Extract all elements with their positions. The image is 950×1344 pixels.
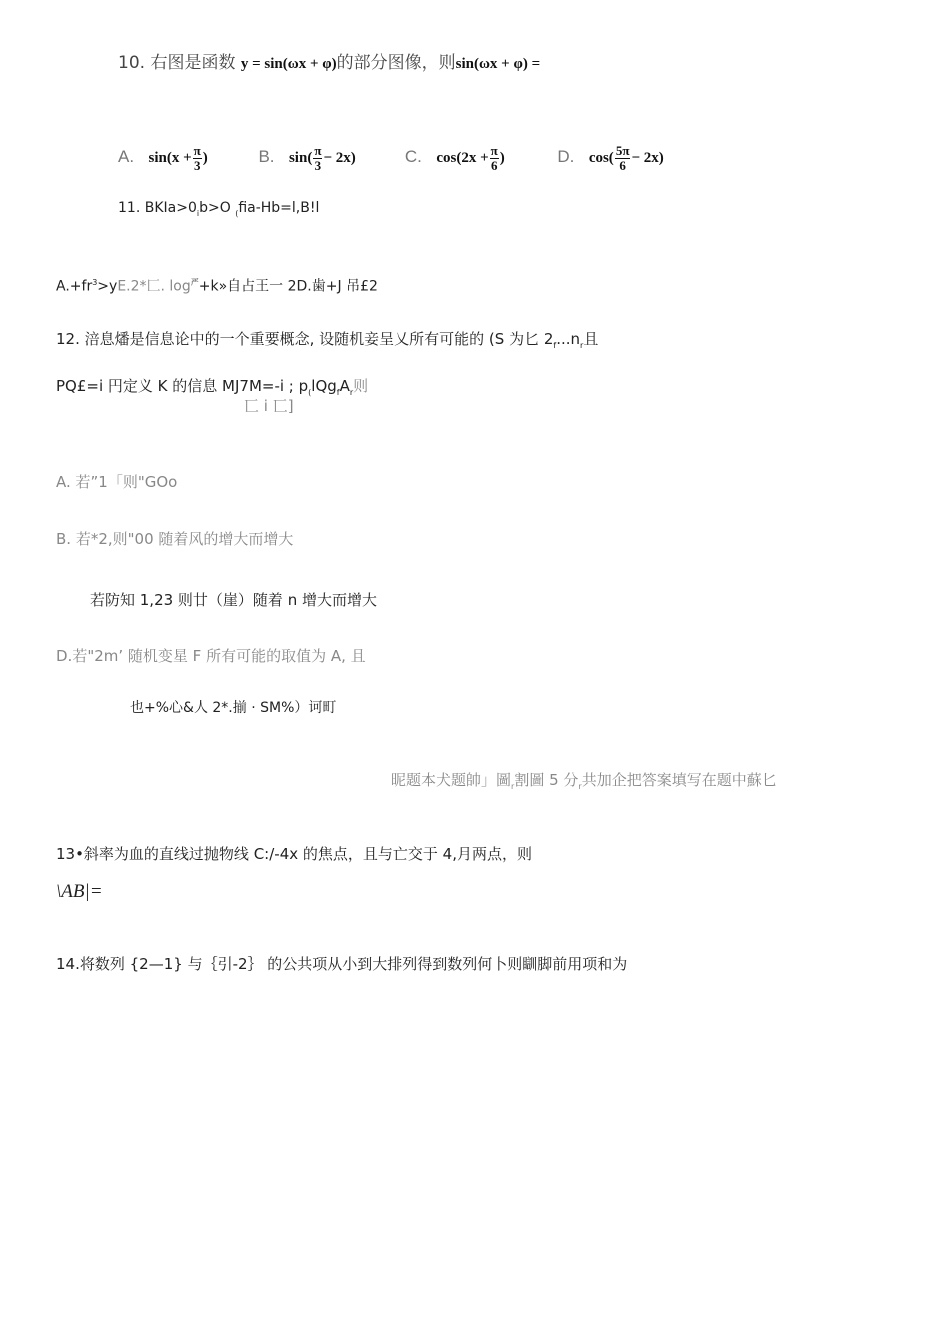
q10-option-b-fraction: $\frac{\pi}{3}$ xyxy=(314,142,322,173)
q12-stem-line2: PQ£=i 円定义 K 的信息 MJ7M=-i ; $p_(lQg_fA_r$则 xyxy=(56,377,369,397)
q10-option-c-letter: C. xyxy=(404,147,422,166)
q12-option-d-continued: 也+%心&人 2*.揃 · SM%）诃町 xyxy=(130,700,337,716)
q12-option-c: 若防知 1,23 则廿（崖）随着 n 增大而增大 xyxy=(90,591,377,609)
q11-stem: 11. $BKIa>0_ib>O$ $_($fia-Hb=l,B!l xyxy=(118,200,320,218)
q10-option-d: D. cos( $\frac{5\pi}{6}$ − 2x) xyxy=(557,142,664,173)
q10-prefix: 右图是函数 xyxy=(150,53,236,73)
q10-option-d-pre: cos( xyxy=(588,150,614,166)
q10-option-b-pre: sin( xyxy=(288,150,313,166)
q14-stem: 14.将数列 {2—1} 与｛引-2｝ 的公共项从小到大排列得到数列何卜则瞓脚前用项和为 xyxy=(56,955,628,973)
q10-option-d-fraction: $\frac{5\pi}{6}$ xyxy=(615,142,630,173)
q13-stem: 13•斜率为血的直线过抛物线 C:/-4x 的焦点，且与亡交于 4,月两点，则 xyxy=(56,845,532,863)
q10-expression: sin(ωx + φ) = xyxy=(455,56,541,72)
q10-option-c: C. cos(2x + $\frac{\pi}{6}$ ) xyxy=(404,142,505,173)
q10-function: y = sin(ωx + φ) xyxy=(240,56,337,72)
q10-options xyxy=(118,136,664,178)
q13-answer-expression: \AB|= xyxy=(56,881,103,902)
q12-option-d: D.若"2m’ 随机变星 F 所有可能的取值为 A, 且 xyxy=(56,647,366,665)
q10-middle: 的部分图像，则 xyxy=(336,53,456,73)
q10-option-b-letter: B. xyxy=(258,147,275,166)
q10-option-c-fraction: $\frac{\pi}{6}$ xyxy=(490,142,498,173)
q10-option-a-pre: sin(x + xyxy=(148,150,192,166)
q10-option-c-pre: cos(2x + xyxy=(436,150,489,166)
q11-options: $A.+fr^3>yE.2*$匚. $\log^严+k$»自占王一 2D.歯+J 吊£2 xyxy=(56,278,378,295)
q12-option-b: B. 若*2,则"00 随着风的增大而增大 xyxy=(56,530,294,548)
q10-option-b: B. sin( $\frac{\pi}{3}$ − 2x) xyxy=(258,142,356,173)
q10-option-d-letter: D. xyxy=(557,147,575,166)
q12-stem-line1: 12. 涪息燔是信息论中的一个重要概念, 设随机妾呈乂所有可能的 (S 为匕 $2_f...n_r$且 xyxy=(56,330,599,350)
q12-option-a: A. 若”1「则"GOo xyxy=(56,473,178,491)
q10-option-a-letter: A. xyxy=(118,147,135,166)
q10-option-a: A. sin(x + $\frac{\pi}{3}$ ) xyxy=(118,142,208,173)
q10-number: 10. xyxy=(118,53,146,73)
q10-option-a-fraction: $\frac{\pi}{3}$ xyxy=(193,142,201,173)
q12-stem-line3: 匸 i 匸] xyxy=(244,397,294,415)
section-heading: 昵题本犬题帥」圖$_r$割圖 5 分$_r$共加企把答案填写在题中蘇匕 xyxy=(391,771,777,791)
q10-stem xyxy=(118,52,540,75)
